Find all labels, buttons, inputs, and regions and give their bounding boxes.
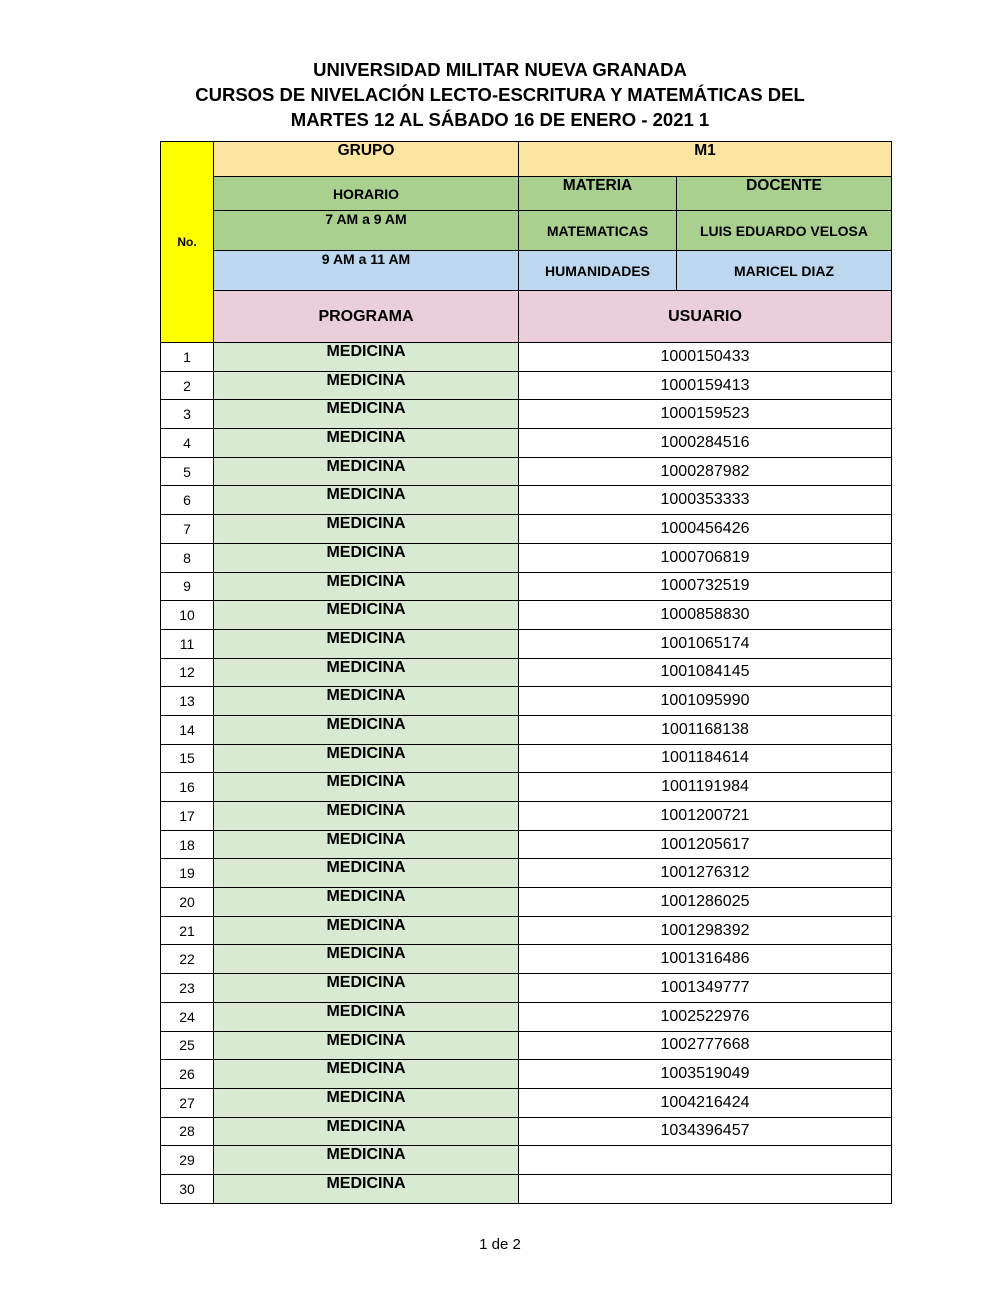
header-line-3: MARTES 12 AL SÁBADO 16 DE ENERO - 2021 1 xyxy=(290,109,710,130)
table-row xyxy=(161,1060,892,1089)
row-number: 17 xyxy=(161,802,214,831)
row-programa: MEDICINA xyxy=(214,429,519,458)
row-usuario: 1001191984 xyxy=(519,773,892,802)
table-row xyxy=(161,1117,892,1146)
table-row xyxy=(161,400,892,429)
row-programa: MEDICINA xyxy=(214,486,519,515)
row-programa: MEDICINA xyxy=(214,888,519,917)
table-row xyxy=(161,945,892,974)
row-number: 13 xyxy=(161,687,214,716)
table-row xyxy=(161,859,892,888)
table-row xyxy=(161,343,892,372)
row-usuario: 1001084145 xyxy=(519,658,892,687)
table-row xyxy=(161,572,892,601)
row-programa: MEDICINA xyxy=(214,457,519,486)
row-usuario: 1001316486 xyxy=(519,945,892,974)
row-programa: MEDICINA xyxy=(214,601,519,630)
row-number: 18 xyxy=(161,830,214,859)
row-number: 19 xyxy=(161,859,214,888)
row-usuario xyxy=(519,1174,892,1203)
no-column-header: No. xyxy=(161,142,214,343)
table-row xyxy=(161,715,892,744)
table-row xyxy=(161,687,892,716)
header-line-2: CURSOS DE NIVELACIÓN LECTO-ESCRITURA Y MATEMÁTICAS DEL xyxy=(195,84,805,105)
row-usuario: 1000456426 xyxy=(519,515,892,544)
row-usuario: 1001184614 xyxy=(519,744,892,773)
row-usuario: 1001349777 xyxy=(519,974,892,1003)
row-programa: MEDICINA xyxy=(214,1117,519,1146)
row-number: 1 xyxy=(161,343,214,372)
grupo-value: M1 xyxy=(519,142,892,177)
row-number: 10 xyxy=(161,601,214,630)
row-number: 25 xyxy=(161,1031,214,1060)
row-programa: MEDICINA xyxy=(214,1174,519,1203)
slot-1-horario: 7 AM a 9 AM xyxy=(214,211,519,251)
row-programa: MEDICINA xyxy=(214,859,519,888)
row-number: 27 xyxy=(161,1088,214,1117)
row-usuario: 1001065174 xyxy=(519,629,892,658)
row-number: 23 xyxy=(161,974,214,1003)
row-programa: MEDICINA xyxy=(214,658,519,687)
row-usuario: 1001095990 xyxy=(519,687,892,716)
row-usuario xyxy=(519,1146,892,1175)
row-number: 30 xyxy=(161,1174,214,1203)
table-row xyxy=(161,744,892,773)
row-number: 5 xyxy=(161,457,214,486)
slot-1-docente: LUIS EDUARDO VELOSA xyxy=(677,211,892,251)
row-programa: MEDICINA xyxy=(214,1088,519,1117)
slot-2-docente: MARICEL DIAZ xyxy=(677,251,892,291)
row-usuario: 1001168138 xyxy=(519,715,892,744)
row-programa: MEDICINA xyxy=(214,802,519,831)
row-number: 28 xyxy=(161,1117,214,1146)
row-programa: MEDICINA xyxy=(214,715,519,744)
table-row xyxy=(161,916,892,945)
row-number: 16 xyxy=(161,773,214,802)
table-row xyxy=(161,658,892,687)
row-programa: MEDICINA xyxy=(214,744,519,773)
row-programa: MEDICINA xyxy=(214,916,519,945)
row-usuario: 1004216424 xyxy=(519,1088,892,1117)
row-number: 3 xyxy=(161,400,214,429)
row-programa: MEDICINA xyxy=(214,572,519,601)
table-row xyxy=(161,543,892,572)
table-row xyxy=(161,1174,892,1203)
table-row xyxy=(161,802,892,831)
usuario-label: USUARIO xyxy=(519,291,892,343)
row-usuario: 1000858830 xyxy=(519,601,892,630)
row-number: 20 xyxy=(161,888,214,917)
row-usuario: 1001286025 xyxy=(519,888,892,917)
row-usuario: 1001205617 xyxy=(519,830,892,859)
row-usuario: 1000706819 xyxy=(519,543,892,572)
row-programa: MEDICINA xyxy=(214,1146,519,1175)
table-row xyxy=(161,830,892,859)
row-usuario: 1000287982 xyxy=(519,457,892,486)
row-programa: MEDICINA xyxy=(214,400,519,429)
row-usuario: 1000159413 xyxy=(519,371,892,400)
row-number: 21 xyxy=(161,916,214,945)
slot-2-horario: 9 AM a 11 AM xyxy=(214,251,519,291)
row-programa: MEDICINA xyxy=(214,629,519,658)
table-row xyxy=(161,371,892,400)
row-usuario: 1002777668 xyxy=(519,1031,892,1060)
row-programa: MEDICINA xyxy=(214,343,519,372)
row-programa: MEDICINA xyxy=(214,974,519,1003)
materia-label: MATERIA xyxy=(519,177,677,211)
row-number: 8 xyxy=(161,543,214,572)
row-number: 6 xyxy=(161,486,214,515)
row-number: 12 xyxy=(161,658,214,687)
row-usuario: 1000159523 xyxy=(519,400,892,429)
slot-1-materia: MATEMATICAS xyxy=(519,211,677,251)
row-number: 9 xyxy=(161,572,214,601)
table-row xyxy=(161,974,892,1003)
table-row xyxy=(161,1031,892,1060)
table-row xyxy=(161,773,892,802)
table-row xyxy=(161,601,892,630)
row-usuario: 1000732519 xyxy=(519,572,892,601)
table-row xyxy=(161,629,892,658)
row-number: 15 xyxy=(161,744,214,773)
row-usuario: 1003519049 xyxy=(519,1060,892,1089)
table-row xyxy=(161,1002,892,1031)
row-programa: MEDICINA xyxy=(214,543,519,572)
row-programa: MEDICINA xyxy=(214,1002,519,1031)
row-number: 22 xyxy=(161,945,214,974)
table-row xyxy=(161,515,892,544)
row-usuario: 1000353333 xyxy=(519,486,892,515)
table-row xyxy=(161,1146,892,1175)
table-row xyxy=(161,429,892,458)
row-usuario: 1034396457 xyxy=(519,1117,892,1146)
row-programa: MEDICINA xyxy=(214,1060,519,1089)
slot-2-materia: HUMANIDADES xyxy=(519,251,677,291)
programa-label: PROGRAMA xyxy=(214,291,519,343)
horario-label: HORARIO xyxy=(214,177,519,211)
row-number: 2 xyxy=(161,371,214,400)
row-number: 24 xyxy=(161,1002,214,1031)
row-usuario: 1001200721 xyxy=(519,802,892,831)
page-number: 1 de 2 xyxy=(479,1236,521,1253)
row-usuario: 1001298392 xyxy=(519,916,892,945)
row-programa: MEDICINA xyxy=(214,687,519,716)
row-programa: MEDICINA xyxy=(214,773,519,802)
row-number: 26 xyxy=(161,1060,214,1089)
row-number: 11 xyxy=(161,629,214,658)
row-programa: MEDICINA xyxy=(214,515,519,544)
grupo-label: GRUPO xyxy=(214,142,519,177)
docente-label: DOCENTE xyxy=(677,177,892,211)
row-usuario: 1000284516 xyxy=(519,429,892,458)
row-programa: MEDICINA xyxy=(214,371,519,400)
table-row xyxy=(161,457,892,486)
row-programa: MEDICINA xyxy=(214,830,519,859)
table-row xyxy=(161,888,892,917)
row-programa: MEDICINA xyxy=(214,1031,519,1060)
table-row xyxy=(161,1088,892,1117)
row-number: 7 xyxy=(161,515,214,544)
row-usuario: 1000150433 xyxy=(519,343,892,372)
row-number: 14 xyxy=(161,715,214,744)
table-row xyxy=(161,486,892,515)
row-number: 4 xyxy=(161,429,214,458)
enrollment-table xyxy=(160,141,892,1204)
row-usuario: 1001276312 xyxy=(519,859,892,888)
row-usuario: 1002522976 xyxy=(519,1002,892,1031)
header-line-1: UNIVERSIDAD MILITAR NUEVA GRANADA xyxy=(313,59,687,80)
row-programa: MEDICINA xyxy=(214,945,519,974)
row-number: 29 xyxy=(161,1146,214,1175)
